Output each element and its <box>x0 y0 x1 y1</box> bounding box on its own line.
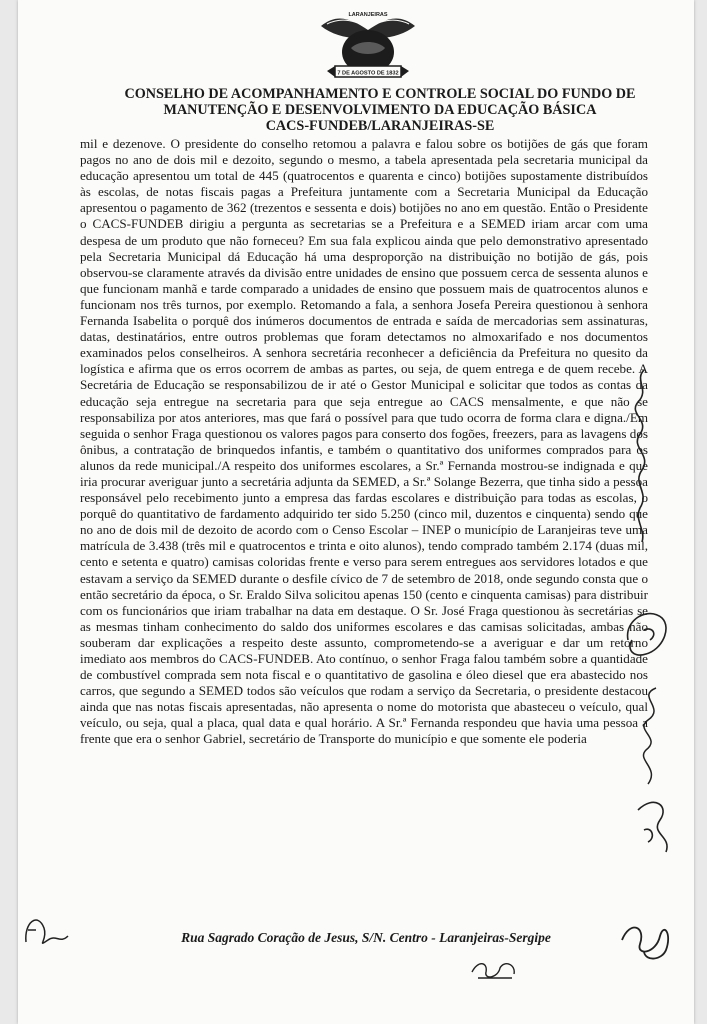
signature-margin-4 <box>630 790 680 860</box>
header-line-2: MANUTENÇÃO E DESENVOLVIMENTO DA EDUCAÇÃO BÁSICA <box>163 102 597 118</box>
signature-margin-2 <box>618 600 674 670</box>
signature-bottom <box>466 952 526 986</box>
document-page <box>18 0 694 1024</box>
signature-margin-5 <box>616 900 678 970</box>
emblem-banner-text: LARANJEIRAS <box>348 12 388 18</box>
signature-margin-6 <box>18 900 78 960</box>
footer-address: Rua Sagrado Coração de Jesus, S/N. Centro - Laranjeiras-Sergipe <box>181 930 551 945</box>
minutes-body-text: mil e dezenove. O presidente do conselho retomou a palavra e falou sobre os botijões de gás que foram pagos no ano de dois mil e dezoito, segundo o mesmo, a tabela apresentada pela secretaria municipal da educação apresentou um total de 445 (quatrocentos e quarenta e cinco) botijões supostamente distribuídos às escolas, de notas fiscais pagas a Prefeitura juntamente com a Secretaria Municipal da Educação apresentou o pagamento de 362 (trezentos e sessenta e dois) botijões no ano em questão. Então o Presidente o CACS-FUNDEB dirigiu a pergunta as secretarias se a Prefeitura e a SEMED iriam arcar com uma despesa de um produto que não forneceu? Em sua fala explicou ainda que pelo demonstrativo apresentado pela Secretaria Municipal dá Educação há uma desproporção na distribuição no botijão de gás, pois observou-se claramente através da divisão entre unidades de ensino que possuem cerca de sessenta alunos e que funcionam manhã e tarde comparado a unidades de ensino que possuem mais de quatrocentos alunos e funcionam nos três turnos, por exemplo. Retomando a fala, a senhora Josefa Pereira questionou à senhora Fernanda Isabelita o porquê dos inúmeros documentos de entrada e saída de mercadorias sem assinaturas, datas, destinatários, entre outros problemas que foram detectamos no almoxarifado e nos documentos examinados pelos conselheiros. A senhora secretária reconhecer a deficiência da Prefeitura no quesito da logística e afirma que os erros ocorrem de ambas as partes, ou seja, de quem entrega e de quem recebe. A Secretária de Educação se responsabilizou de ir até o Gestor Municipal e solicitar que todos as contas da educação seja entregue na secretaria para que seja entregue ao CACS mensalmente, e que não se responsabiliza por atos anteriores, mas que fará o possível para que tudo ocorra de forma clara e digna./Em seguida o senhor Fraga questionou os valores pagos para conserto dos fogões, freezers, para as lavagens dos ônibus, a contratação de brinquedos infantis, e também o quantitativo dos uniformes comprados para os alunos da rede municipal./A respeito dos uniformes escolares, a Sr.ª Fernanda mostrou-se indignada e que iria procurar averiguar junto a secretária adjunta da SEMED, a Sr.ª Solange Bezerra, que tinha sido a pessoa responsável pelo recebimento junto a empresa das fardas escolares e distribuição para todas as escolas, o porquê do quantitativo de fardamento adquirido ter sido 5.250 (cinco mil, duzentos e cinquenta) sendo que no ano de dois mil de dezoito de acordo com o Censo Escolar – INEP o município de Laranjeiras teve uma matrícula de 3.438 (três mil e quatrocentos e trinta e oito alunos), tendo comprado também 2.174 (duas mil, cento e setenta e quatro) camisas coloridas frente e verso para serem entregues aos servidores lotados e que estavam a serviço da SEMED durante o desfile cívico de 7 de setembro de 2018, onde segundo consta que o então secretário da época, o Sr. Eraldo Silva solicitou apenas 150 (cento e cinquenta camisas) para distribuir com os funcionários que iriam trabalhar na data em destaque. O Sr. José Fraga questionou às secretárias se as mesmas tinham conhecimento do saldo dos uniformes escolares e das camisas solicitadas, ambas não souberam dar explicações a respeito deste assunto, comprometendo-se a averiguar e dar um retorno imediato aos membros do CACS-FUNDEB. Ato contínuo, o senhor Fraga falou também sobre a quantidade de combustível comprada sem nota fiscal e o quantitativo de gasolina e óleo diesel que era abastecido nos carros, que segundo a SEMED todos são veículos que rodam a serviço da Secretaria, o presidente destacou ainda que nas notas fiscais apresentadas, não apresenta o nome do motorista que abasteceu o veículo, qual veículo, ou seja, qual a placa, qual data e qual horário. A Sr.ª Fernanda respondeu que havia uma pessoa a frente que era o senhor Gabriel, secretário de Transporte do município e que somente ele poderia <box>80 136 648 747</box>
emblem-ribbon-text: 7 DE AGOSTO DE 1832 <box>337 70 399 77</box>
header-line-1: CONSELHO DE ACOMPANHAMENTO E CONTROLE SOCIAL DO FUNDO DE <box>124 86 636 102</box>
municipal-emblem <box>313 4 423 86</box>
signature-margin-3 <box>626 680 676 790</box>
signature-margin-1 <box>616 360 664 550</box>
document-header <box>90 86 670 134</box>
header-line-3: CACS-FUNDEB/LARANJEIRAS-SE <box>265 118 495 134</box>
